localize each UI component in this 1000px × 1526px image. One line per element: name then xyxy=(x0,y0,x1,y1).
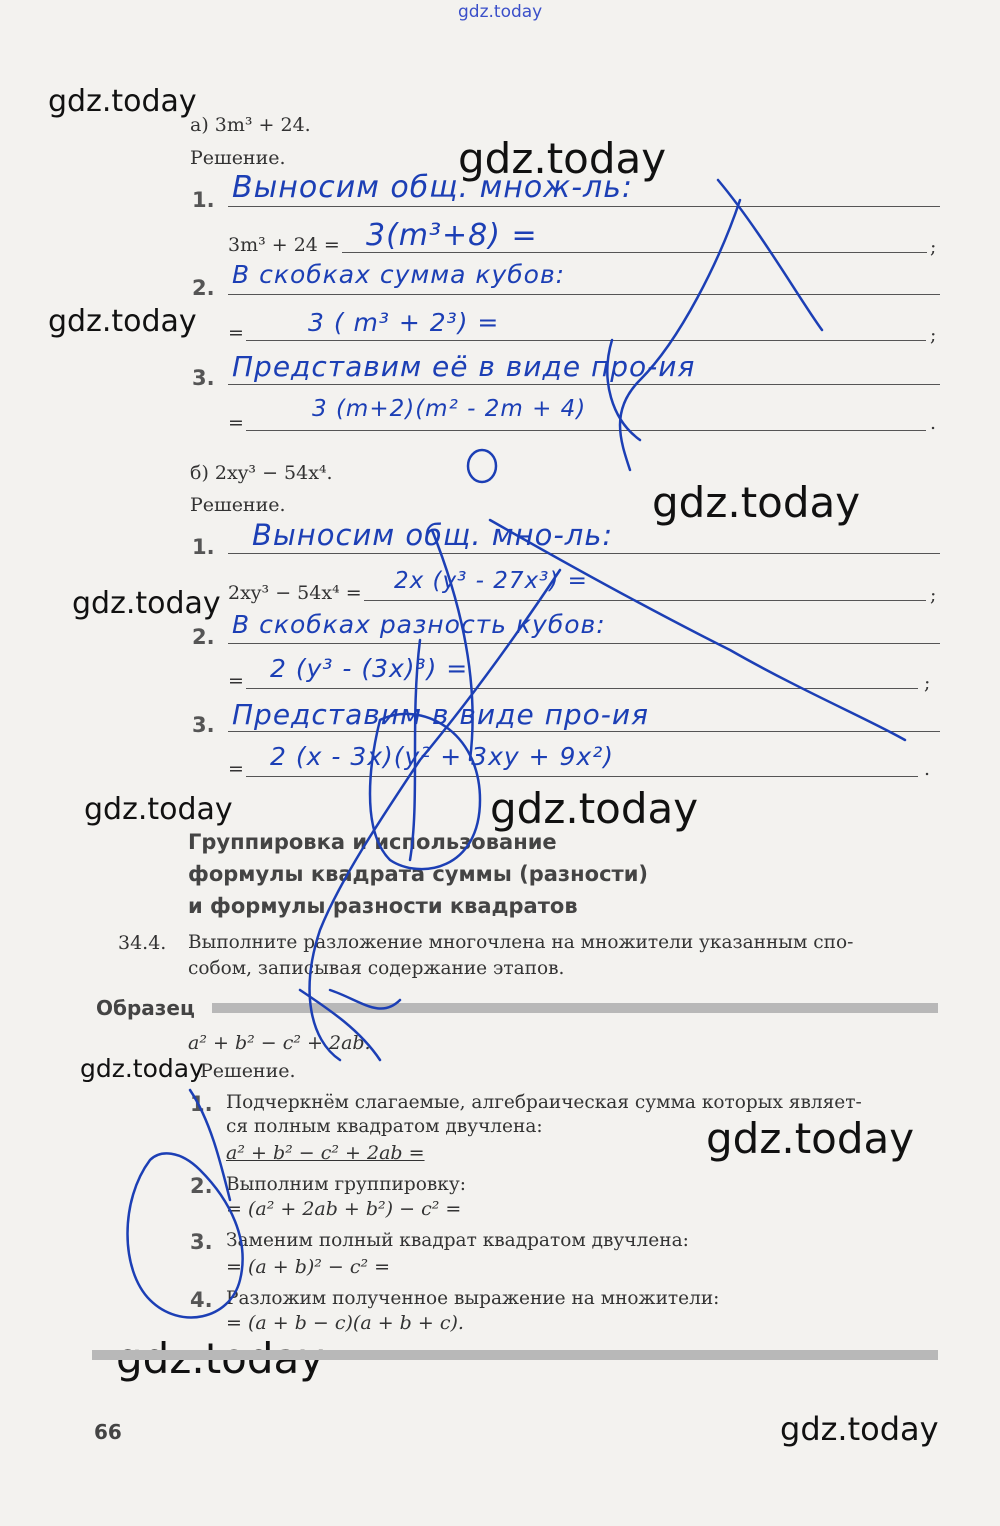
handwritten-expr: 3(m³+8) = xyxy=(366,218,538,253)
watermark: gdz.today xyxy=(80,1054,204,1083)
watermark-top: gdz.today xyxy=(458,2,543,22)
section-title-line: формулы квадрата суммы (разности) xyxy=(188,862,649,886)
semicolon: ; xyxy=(930,324,937,346)
task-text: собом, записывая содержание этапов. xyxy=(188,958,565,979)
solution-label-b: Решение. xyxy=(190,494,286,516)
handwritten-step: Выносим общ. мно-ль: xyxy=(252,518,614,552)
sample-step-expression: = (a² + 2ab + b²) − c² = xyxy=(226,1198,462,1220)
step-number: 2. xyxy=(192,276,215,300)
watermark: gdz.today xyxy=(780,1410,939,1448)
step-number: 3. xyxy=(192,713,215,737)
task-a: а) 3m³ + 24. xyxy=(190,114,311,136)
pen-stroke xyxy=(718,180,822,330)
step-number: 3. xyxy=(192,366,215,390)
sample-step-text: Выполним группировку: xyxy=(226,1174,466,1195)
watermark: gdz.today xyxy=(706,1114,915,1163)
pen-stroke xyxy=(607,340,640,440)
equals: = xyxy=(228,412,244,434)
watermark: gdz.today xyxy=(652,478,861,527)
semicolon: ; xyxy=(930,584,937,606)
step-number: 2. xyxy=(192,625,215,649)
handwritten-expr: 2x (y³ - 27x³) = xyxy=(394,568,588,594)
pen-stroke xyxy=(370,714,480,869)
step-number: 1. xyxy=(192,188,215,212)
step-expression: 2xy³ − 54x⁴ = xyxy=(228,582,362,604)
pen-stroke xyxy=(468,450,496,482)
section-title-line: Группировка и использование xyxy=(188,830,557,854)
task-text: Выполните разложение многочлена на множители указанным спо- xyxy=(188,932,854,953)
semicolon: ; xyxy=(924,672,931,694)
sample-label: Образец xyxy=(96,996,195,1020)
sample-step-expression: a² + b² − c² + 2ab = xyxy=(226,1142,425,1164)
equals: = xyxy=(228,322,244,344)
handwritten-expr: 3 ( m³ + 2³) = xyxy=(308,308,500,337)
period: . xyxy=(924,758,931,780)
sample-step-text: Разложим полученное выражение на множители: xyxy=(226,1288,720,1309)
step-number: 2. xyxy=(190,1174,213,1198)
watermark: gdz.today xyxy=(48,84,197,119)
handwritten-expr: 2 (y³ - (3x)³) = xyxy=(270,654,469,683)
watermark: gdz.today xyxy=(72,586,221,621)
step-number: 3. xyxy=(190,1230,213,1254)
section-title-line: и формулы разности квадратов xyxy=(188,894,578,918)
pen-stroke xyxy=(330,990,400,1009)
step-number: 1. xyxy=(192,535,215,559)
handwritten-step: В скобках сумма кубов: xyxy=(232,260,566,289)
sample-step-expression: = (a + b − c)(a + b + c). xyxy=(226,1312,464,1334)
pen-stroke xyxy=(490,520,905,740)
watermark: gdz.today xyxy=(458,134,667,183)
sample-step-text: Заменим полный квадрат квадратом двучлена: xyxy=(226,1230,689,1251)
solution-label-a: Решение. xyxy=(190,147,286,169)
sample-step-expression: = (a + b)² − c² = xyxy=(226,1256,391,1278)
handwritten-expr: 3 (m+2)(m² - 2m + 4) xyxy=(312,396,587,422)
watermark: gdz.today xyxy=(48,304,197,339)
equals: = xyxy=(228,758,244,780)
equals: = xyxy=(228,670,244,692)
handwritten-expr: 2 (x - 3x)(y² + 3xy + 9x²) xyxy=(270,742,614,771)
pen-stroke xyxy=(310,570,560,1060)
handwritten-step: В скобках разность кубов: xyxy=(232,610,606,639)
handwritten-step: Выносим общ. множ-ль: xyxy=(232,170,633,205)
handwritten-step: Представим её в виде про-ия xyxy=(232,350,696,383)
period: . xyxy=(930,412,937,434)
watermark: gdz.today xyxy=(84,792,233,827)
page-number: 66 xyxy=(94,1420,122,1444)
pen-stroke xyxy=(432,530,473,760)
task-b: б) 2xy³ − 54x⁴. xyxy=(190,462,333,484)
step-number: 4. xyxy=(190,1288,213,1312)
pen-stroke xyxy=(300,990,380,1060)
sample-step-text: Подчеркнём слагаемые, алгебраическая сумма которых являет- xyxy=(226,1092,862,1113)
semicolon: ; xyxy=(930,236,937,258)
pen-stroke xyxy=(620,200,740,470)
pen-stroke xyxy=(190,1090,230,1200)
sample-step-text: ся полным квадратом двучлена: xyxy=(226,1116,543,1137)
watermark: gdz.today xyxy=(490,784,699,833)
sample-solution-label: Решение. xyxy=(200,1060,296,1082)
handwritten-step: Представим в виде про-ия xyxy=(232,698,649,731)
step-number: 1. xyxy=(190,1092,213,1116)
pen-stroke xyxy=(410,640,420,860)
step-expression: 3m³ + 24 = xyxy=(228,234,340,256)
task-number: 34.4. xyxy=(118,932,167,954)
sample-expression: a² + b² − c² + 2ab. xyxy=(188,1032,371,1054)
